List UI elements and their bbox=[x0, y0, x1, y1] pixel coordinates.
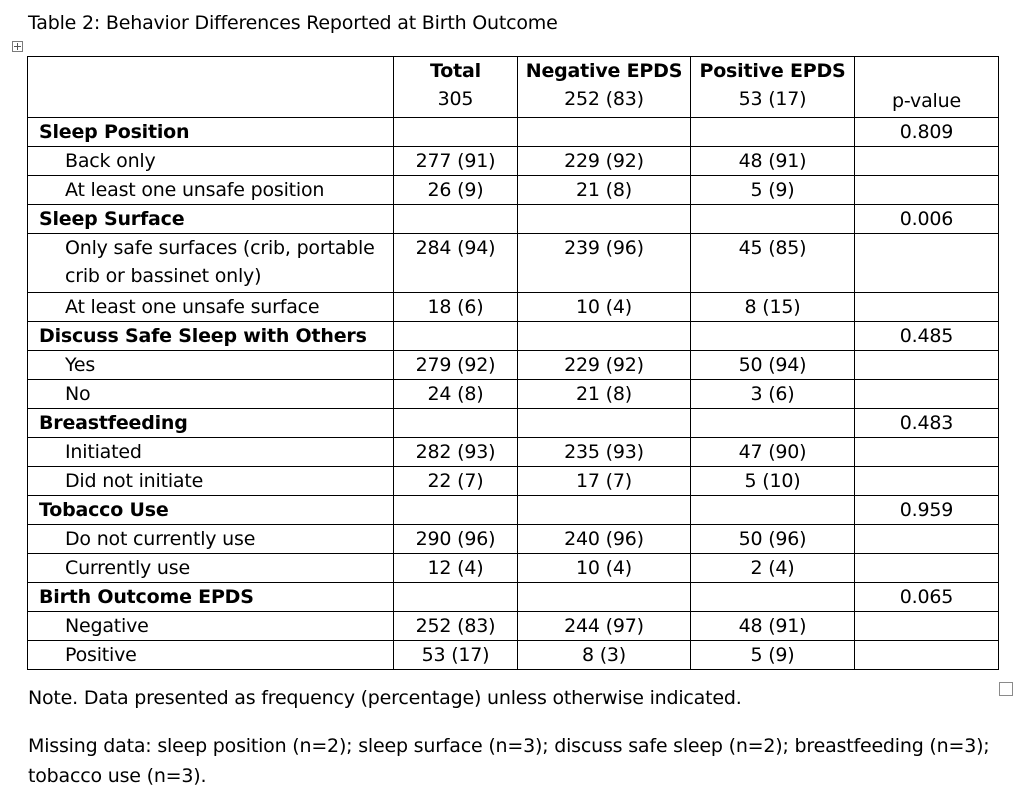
section-pvalue: 0.485 bbox=[855, 322, 999, 351]
section-title: Discuss Safe Sleep with Others bbox=[28, 322, 394, 351]
section-title: Birth Outcome EPDS bbox=[28, 583, 394, 612]
row-label: Positive bbox=[28, 641, 394, 670]
row-pvalue-empty bbox=[855, 147, 999, 176]
row-positive: 50 (94) bbox=[691, 351, 855, 380]
section-row bbox=[28, 118, 999, 147]
section-positive-cell bbox=[691, 583, 855, 612]
section-title: Sleep Position bbox=[28, 118, 394, 147]
section-total-cell bbox=[394, 496, 518, 525]
section-negative-cell bbox=[518, 409, 691, 438]
section-title: Breastfeeding bbox=[28, 409, 394, 438]
row-label: Currently use bbox=[28, 554, 394, 583]
row-pvalue-empty bbox=[855, 641, 999, 670]
section-total-cell bbox=[394, 118, 518, 147]
row-pvalue-empty bbox=[855, 380, 999, 409]
section-row bbox=[28, 496, 999, 525]
section-title: Tobacco Use bbox=[28, 496, 394, 525]
section-row bbox=[28, 409, 999, 438]
row-positive: 50 (96) bbox=[691, 525, 855, 554]
header-negative-label: Negative EPDS bbox=[525, 60, 683, 82]
table-row bbox=[28, 147, 999, 176]
table-row bbox=[28, 176, 999, 205]
row-negative: 235 (93) bbox=[518, 438, 691, 467]
header-total-n: 305 bbox=[437, 88, 474, 110]
section-negative-cell bbox=[518, 118, 691, 147]
row-label: Yes bbox=[28, 351, 394, 380]
section-negative-cell bbox=[518, 205, 691, 234]
row-pvalue-empty bbox=[855, 438, 999, 467]
row-label: Only safe surfaces (crib, portable crib or bassinet only) bbox=[28, 234, 394, 293]
row-total: 12 (4) bbox=[394, 554, 518, 583]
row-negative: 239 (96) bbox=[518, 234, 691, 293]
row-total: 22 (7) bbox=[394, 467, 518, 496]
section-negative-cell bbox=[518, 583, 691, 612]
section-pvalue: 0.483 bbox=[855, 409, 999, 438]
section-negative-cell bbox=[518, 496, 691, 525]
section-positive-cell bbox=[691, 205, 855, 234]
table-header-row bbox=[28, 57, 999, 118]
header-pvalue-label: p-value bbox=[892, 90, 961, 112]
section-positive-cell bbox=[691, 496, 855, 525]
missing-data-note: Missing data: sleep position (n=2); sleep surface (n=3); discuss safe sleep (n=2); breastfeeding (n=3); tobacco use (n=3). bbox=[28, 735, 990, 787]
section-positive-cell bbox=[691, 118, 855, 147]
row-label: Back only bbox=[28, 147, 394, 176]
section-total-cell bbox=[394, 583, 518, 612]
row-negative: 8 (3) bbox=[518, 641, 691, 670]
row-total: 282 (93) bbox=[394, 438, 518, 467]
row-total: 252 (83) bbox=[394, 612, 518, 641]
row-positive: 5 (9) bbox=[691, 176, 855, 205]
row-negative: 17 (7) bbox=[518, 467, 691, 496]
row-positive: 5 (10) bbox=[691, 467, 855, 496]
section-pvalue: 0.006 bbox=[855, 205, 999, 234]
table-row bbox=[28, 525, 999, 554]
section-row bbox=[28, 583, 999, 612]
table-row bbox=[28, 612, 999, 641]
behavior-table bbox=[27, 56, 999, 670]
header-positive-label: Positive EPDS bbox=[699, 60, 846, 82]
row-total: 277 (91) bbox=[394, 147, 518, 176]
row-pvalue-empty bbox=[855, 234, 999, 293]
row-label: Initiated bbox=[28, 438, 394, 467]
header-positive-n: 53 (17) bbox=[738, 88, 807, 110]
row-negative: 244 (97) bbox=[518, 612, 691, 641]
table-row bbox=[28, 438, 999, 467]
section-positive-cell bbox=[691, 409, 855, 438]
row-total: 284 (94) bbox=[394, 234, 518, 293]
table-note: Note. Data presented as frequency (percentage) unless otherwise indicated. bbox=[28, 687, 742, 709]
row-pvalue-empty bbox=[855, 612, 999, 641]
section-pvalue: 0.809 bbox=[855, 118, 999, 147]
table-row bbox=[28, 351, 999, 380]
row-label: At least one unsafe surface bbox=[28, 293, 394, 322]
section-row bbox=[28, 322, 999, 351]
section-positive-cell bbox=[691, 322, 855, 351]
row-negative: 10 (4) bbox=[518, 293, 691, 322]
section-negative-cell bbox=[518, 322, 691, 351]
row-total: 18 (6) bbox=[394, 293, 518, 322]
row-positive: 48 (91) bbox=[691, 147, 855, 176]
table-row bbox=[28, 293, 999, 322]
row-positive: 48 (91) bbox=[691, 612, 855, 641]
section-row bbox=[28, 205, 999, 234]
row-negative: 240 (96) bbox=[518, 525, 691, 554]
row-label: Do not currently use bbox=[28, 525, 394, 554]
row-negative: 229 (92) bbox=[518, 147, 691, 176]
row-positive: 2 (4) bbox=[691, 554, 855, 583]
row-label: Did not initiate bbox=[28, 467, 394, 496]
row-total: 290 (96) bbox=[394, 525, 518, 554]
header-total-label: Total bbox=[430, 60, 481, 82]
row-label: No bbox=[28, 380, 394, 409]
row-total: 26 (9) bbox=[394, 176, 518, 205]
row-total: 53 (17) bbox=[394, 641, 518, 670]
header-negative-cell bbox=[518, 57, 691, 118]
row-total: 24 (8) bbox=[394, 380, 518, 409]
table-row bbox=[28, 234, 999, 293]
header-pvalue-cell bbox=[855, 57, 999, 118]
row-pvalue-empty bbox=[855, 525, 999, 554]
row-pvalue-empty bbox=[855, 467, 999, 496]
section-title: Sleep Surface bbox=[28, 205, 394, 234]
row-positive: 45 (85) bbox=[691, 234, 855, 293]
table-row bbox=[28, 554, 999, 583]
table-row bbox=[28, 641, 999, 670]
row-negative: 229 (92) bbox=[518, 351, 691, 380]
row-positive: 47 (90) bbox=[691, 438, 855, 467]
row-label: At least one unsafe position bbox=[28, 176, 394, 205]
section-total-cell bbox=[394, 322, 518, 351]
row-pvalue-empty bbox=[855, 293, 999, 322]
section-pvalue: 0.959 bbox=[855, 496, 999, 525]
row-negative: 10 (4) bbox=[518, 554, 691, 583]
header-negative-n: 252 (83) bbox=[564, 88, 644, 110]
row-positive: 5 (9) bbox=[691, 641, 855, 670]
row-pvalue-empty bbox=[855, 351, 999, 380]
section-total-cell bbox=[394, 205, 518, 234]
row-negative: 21 (8) bbox=[518, 176, 691, 205]
header-empty-cell bbox=[28, 57, 394, 118]
row-label: Negative bbox=[28, 612, 394, 641]
header-positive-cell bbox=[691, 57, 855, 118]
section-pvalue: 0.065 bbox=[855, 583, 999, 612]
row-total: 279 (92) bbox=[394, 351, 518, 380]
section-total-cell bbox=[394, 409, 518, 438]
table-row bbox=[28, 467, 999, 496]
table-row bbox=[28, 380, 999, 409]
table-move-handle-icon[interactable] bbox=[12, 41, 23, 52]
row-pvalue-empty bbox=[855, 176, 999, 205]
header-total-cell bbox=[394, 57, 518, 118]
row-positive: 3 (6) bbox=[691, 380, 855, 409]
table-caption: Table 2: Behavior Differences Reported at Birth Outcome bbox=[28, 12, 558, 34]
table-resize-handle-icon[interactable] bbox=[999, 682, 1013, 696]
row-negative: 21 (8) bbox=[518, 380, 691, 409]
row-positive: 8 (15) bbox=[691, 293, 855, 322]
row-pvalue-empty bbox=[855, 554, 999, 583]
